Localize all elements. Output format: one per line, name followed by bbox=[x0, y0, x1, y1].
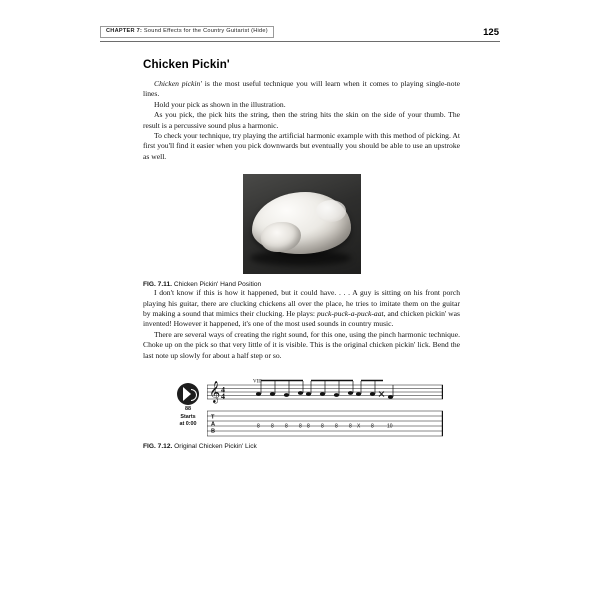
paragraph-2: Hold your pick as shown in the illustration. bbox=[154, 99, 286, 109]
svg-text:X: X bbox=[357, 423, 361, 430]
svg-text:A: A bbox=[211, 421, 216, 428]
svg-text:8: 8 bbox=[299, 423, 302, 430]
figure-label-712: FIG. 7.12. bbox=[143, 443, 173, 451]
svg-text:VIII: VIII bbox=[253, 379, 262, 385]
svg-text:B: B bbox=[211, 428, 216, 435]
svg-text:8: 8 bbox=[335, 423, 338, 430]
music-notation bbox=[207, 377, 443, 439]
running-head bbox=[100, 26, 500, 42]
svg-text:4: 4 bbox=[221, 392, 225, 402]
paragraph-4: To check your technique, try playing the artificial harmonic example with this method of picking. At first you'll find it easier when you pick downwards but eventually you should be able to use an upstroke as well. bbox=[143, 131, 460, 161]
figure-caption-711 bbox=[143, 281, 460, 288]
svg-text:8: 8 bbox=[371, 423, 374, 430]
running-head-chapter bbox=[100, 26, 274, 38]
audio-play-icon bbox=[177, 383, 199, 405]
cd-track-starts-label: Starts bbox=[180, 413, 196, 420]
page-title: Chicken Pickin' bbox=[143, 58, 230, 71]
svg-text:8: 8 bbox=[285, 423, 288, 430]
paragraph-6: There are several ways of creating the right sound, for this one, using the pinch harmonic technique. Choke up on the pick so that very little of it is visible. This is the original chicken pickin' lick. Bend the last note up slowly for about a half step or so. bbox=[143, 329, 460, 360]
figure-caption-text-711: Chicken Pickin' Hand Position bbox=[173, 281, 262, 289]
svg-text:8: 8 bbox=[271, 423, 274, 430]
svg-text:𝄞: 𝄞 bbox=[209, 381, 221, 404]
figure-label-711: FIG. 7.11. bbox=[143, 281, 172, 289]
term-chicken-pickin: Chicken pickin' bbox=[154, 79, 202, 88]
photo-hand-holding-pick bbox=[243, 174, 361, 274]
svg-text:10: 10 bbox=[387, 423, 393, 430]
svg-text:8: 8 bbox=[307, 423, 310, 430]
running-head-chapter-label: CHAPTER 7: bbox=[106, 28, 143, 34]
cd-track-start-time: at 0:00 bbox=[179, 420, 197, 427]
notation-svg bbox=[207, 377, 443, 439]
paragraph-5: I don't know if this is how it happened, but it could have. . . . A guy is sitting on his front porch playing his guitar, there are clucking chickens all over the place, he tries to imitate them on the guitar by making a sound that mimics their clucking. He plays: puck-puck-a-puck-aat, and chicken pickin' was invented! However it happened, it's one of the most used sounds in country music. bbox=[143, 288, 460, 329]
svg-text:8: 8 bbox=[349, 423, 352, 430]
running-head-chapter-title: Sound Effects for the Country Guitarist (Hide) bbox=[143, 28, 268, 34]
paragraph-1: Chicken pickin' is the most useful technique you will learn when it comes to playing single-note lines. bbox=[143, 79, 460, 99]
figure-notation-712 bbox=[171, 377, 443, 439]
svg-text:8: 8 bbox=[257, 423, 260, 430]
figure-caption-712 bbox=[143, 443, 460, 450]
content-column bbox=[143, 58, 460, 450]
svg-text:T: T bbox=[211, 414, 215, 421]
onomatopoeia-cluck: puck-puck-a-puck-aat bbox=[316, 309, 384, 319]
figure-caption-text-712: Original Chicken Pickin' Lick bbox=[174, 443, 257, 451]
page-number: 125 bbox=[483, 27, 499, 39]
svg-text:8: 8 bbox=[321, 423, 324, 430]
cd-track-badge bbox=[171, 383, 205, 427]
svg-text:4: 4 bbox=[221, 385, 225, 395]
cd-track-number: 88 bbox=[185, 406, 191, 413]
paragraph-3: As you pick, the pick hits the string, then the string hits the skin on the side of your thumb. The result is a percussive sound plus a harmonic. bbox=[143, 110, 460, 130]
figure-hand-position bbox=[143, 174, 460, 274]
